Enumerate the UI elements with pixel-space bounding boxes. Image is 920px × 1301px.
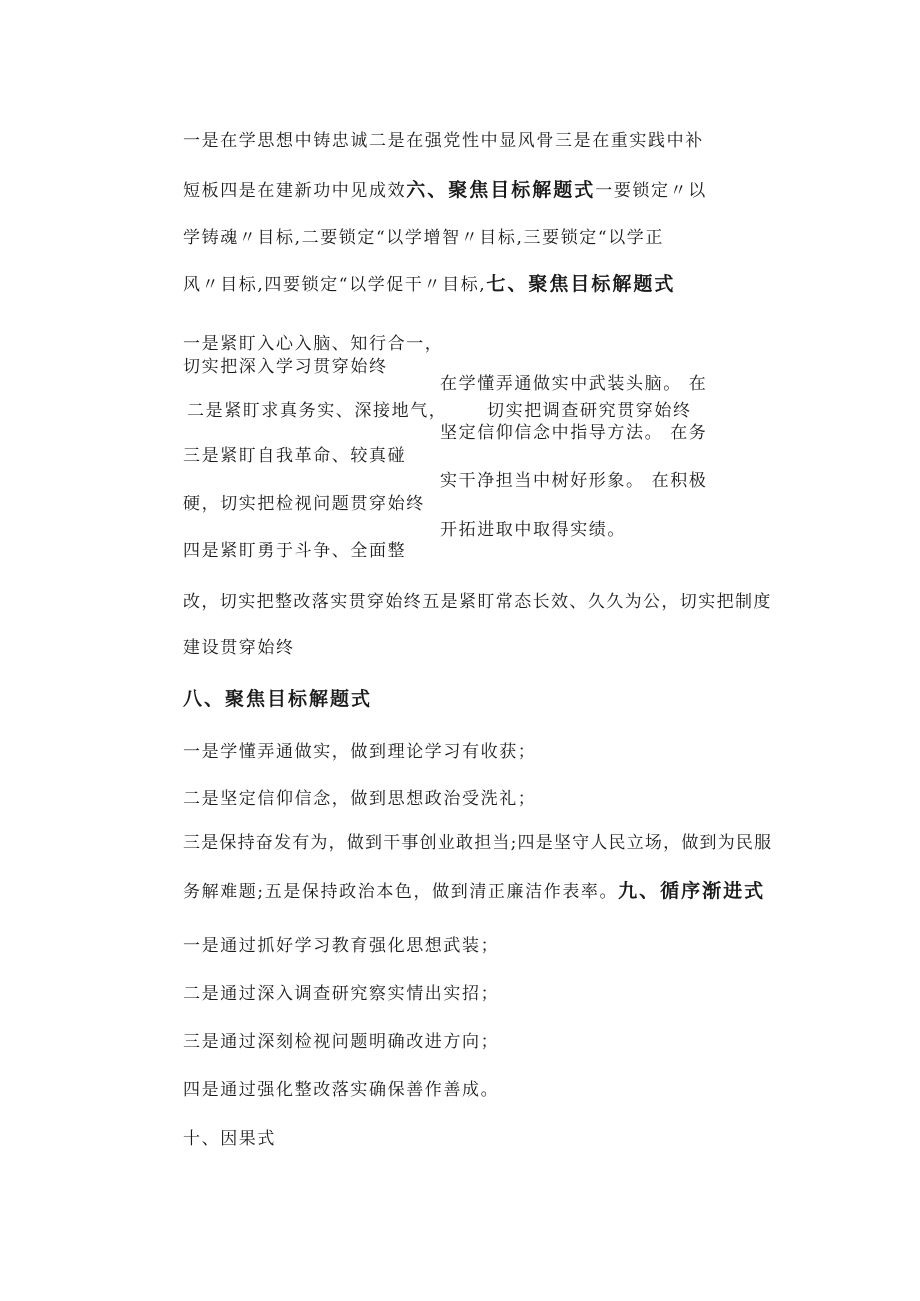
left-column-line: 四是紧盯勇于斗争、全面整 [183, 541, 407, 561]
left-column-line: 切实把深入学习贯穿始终 [183, 357, 388, 377]
section-heading-8: 八、聚焦目标解题式 [183, 688, 373, 710]
left-column-line: 二是紧盯求真务实、深接地气， [187, 401, 448, 421]
left-column-line: 一是紧盯入心入脑、知行合一， [183, 334, 444, 354]
paragraph-line: 一是在学思想中铸忠诚二是在强党性中显风骨三是在重实践中补 [183, 131, 704, 151]
section-heading-9: 九、循序渐进式 [618, 880, 766, 902]
left-column-line: 三是紧盯自我革命、较真碰 [183, 446, 407, 466]
paragraph-line: 三是保持奋发有为，做到干事创业敢担当;四是坚守人民立场，做到为民服 [183, 833, 773, 853]
list-item: 一是通过抓好学习教育强化思想武装； [183, 936, 500, 956]
paragraph-text: 务解难题;五是保持政治本色，做到清正廉洁作表率。 [183, 882, 619, 902]
paragraph-line [183, 179, 707, 202]
list-item: 一是学懂弄通做实，做到理论学习有收获； [183, 742, 537, 762]
right-column-line: 切实把调查研究贯穿始终 [487, 401, 692, 421]
section-heading-6: 六、聚焦目标解题式 [406, 179, 596, 201]
section-heading-7: 七、聚焦目标解题式 [486, 273, 676, 295]
paragraph-line: 建设贯穿始终 [183, 638, 295, 658]
right-column-line: 开拓进取中取得实绩。 [440, 520, 626, 540]
paragraph-text: 风〃目标,四要锁定“以学促干〃目标, [183, 275, 487, 295]
list-item: 二是通过深入调查研究察实情出实招； [183, 984, 500, 1004]
section-heading-10: 十、因果式 [183, 1129, 276, 1149]
paragraph-line: 改，切实把整改落实贯穿始终五是紧盯常态长效、久久为公，切实把制度 [183, 592, 772, 612]
paragraph-line: 学铸魂〃目标,二要锁定“以学增智〃目标,三要锁定“以学正 [183, 228, 664, 248]
list-item: 二是坚定信仰信念，做到思想政治受洗礼； [183, 789, 537, 809]
paragraph-text: 一要锁定〃以 [595, 181, 707, 201]
paragraph-line [183, 880, 765, 903]
paragraph-text: 短板四是在建新功中见成效 [183, 181, 407, 201]
right-column-line: 坚定信仰信念中指导方法。 在务 [440, 423, 708, 443]
right-column-line: 在学懂弄通做实中武装头脑。 在 [440, 374, 708, 394]
list-item: 四是通过强化整改落实确保善作善成。 [183, 1080, 500, 1100]
right-column-line: 实干净担当中树好形象。 在积极 [440, 471, 708, 491]
left-column-line: 硬，切实把检视问题贯穿始终 [183, 494, 425, 514]
list-item: 三是通过深刻检视问题明确改进方向； [183, 1032, 500, 1052]
paragraph-line [183, 273, 675, 296]
